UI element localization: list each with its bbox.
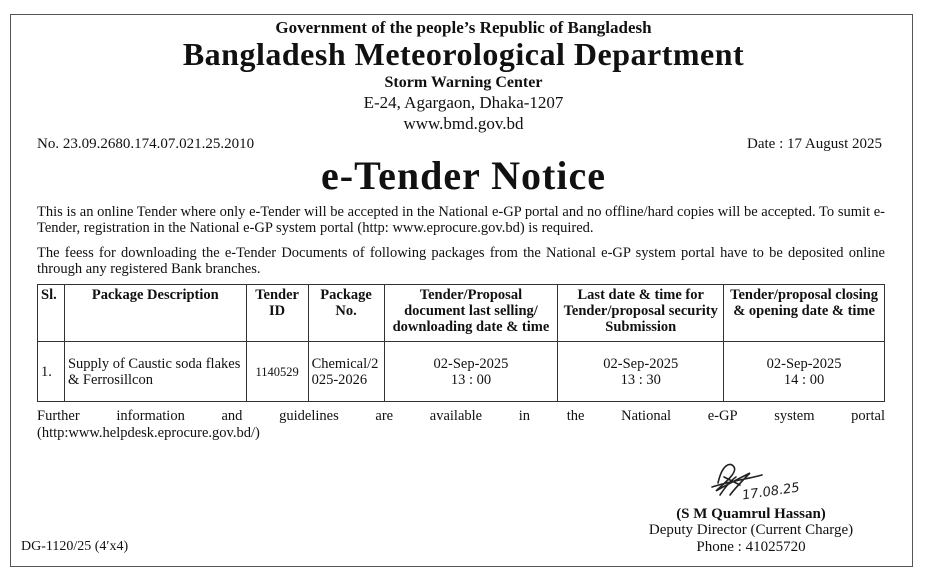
- cell-closing: [724, 342, 885, 402]
- paragraph-intro: This is an online Tender where only e-Tender will be accepted in the National e-GP portal and no offline/hard copies will be accepted. To sumit e-Tender, registration in the National e-GP system portal (http: www.eprocure.gov.bd) is required.: [37, 204, 885, 236]
- further-info-word: system: [774, 408, 815, 424]
- cell-sl: 1.: [38, 342, 65, 402]
- further-info-word: portal: [851, 408, 885, 424]
- closing-date: 02-Sep-2025: [766, 355, 842, 372]
- cell-submission: [558, 342, 724, 402]
- cell-tender-id: 1140529: [246, 342, 308, 402]
- dg-number: DG-1120/25 (4′x4): [21, 539, 129, 554]
- further-info: [37, 408, 885, 442]
- header-closing: Tender/proposal closing & opening date & time: [724, 285, 885, 342]
- further-info-word: available: [429, 408, 483, 424]
- signature: [700, 455, 805, 505]
- notice-title: e-Tender Notice: [321, 153, 606, 198]
- table-row: [38, 342, 885, 402]
- department-name: Bangladesh Meteorological Department: [182, 36, 745, 72]
- signer-name: (S M Quamrul Hassan): [676, 506, 826, 522]
- government-line: Government of the people’s Republic of Bangladesh: [275, 18, 652, 37]
- selling-date: 02-Sep-2025: [433, 355, 509, 372]
- website: www.bmd.gov.bd: [403, 114, 524, 133]
- signature-date: 17.08.25: [741, 480, 801, 504]
- header-description: Package Description: [64, 285, 246, 342]
- submission-date: 02-Sep-2025: [603, 355, 679, 372]
- further-info-word: e-GP: [707, 408, 738, 424]
- submission-time: 13 : 30: [620, 371, 661, 388]
- address: E-24, Agargaon, Dhaka-1207: [363, 93, 564, 112]
- header-package-no: Package No.: [308, 285, 384, 342]
- header-submission: Last date & time for Tender/proposal security Submission: [558, 285, 724, 342]
- further-info-word: information: [116, 408, 185, 424]
- signer-phone: Phone : 41025720: [696, 539, 806, 555]
- cell-description: Supply of Caustic soda flakes & Ferrosillcon: [64, 342, 246, 402]
- further-info-line: [37, 408, 885, 425]
- further-info-word: National: [621, 408, 672, 424]
- cell-package-no: Chemical/2 025-2026: [308, 342, 384, 402]
- helpdesk-link: (http:www.helpdesk.eprocure.gov.bd/): [37, 425, 260, 441]
- notice-date: Date : 17 August 2025: [747, 136, 882, 152]
- selling-time: 13 : 00: [450, 371, 492, 388]
- signer-designation: Deputy Director (Current Charge): [648, 522, 854, 538]
- center-name: Storm Warning Center: [384, 74, 543, 91]
- table-header-row: [38, 285, 885, 342]
- further-info-word: are: [375, 408, 394, 424]
- cell-selling: [384, 342, 558, 402]
- further-info-word: Further: [37, 408, 80, 424]
- header-sl: Sl.: [38, 285, 65, 342]
- closing-time: 14 : 00: [783, 371, 825, 388]
- paragraph-fees: The feess for downloading the e-Tender Documents of following packages from the National e-GP system portal have to be deposited online through any registered Bank branches.: [37, 245, 885, 277]
- further-info-word: and: [221, 408, 243, 424]
- header-selling-date: Tender/Proposal document last selling/ downloading date & time: [384, 285, 558, 342]
- memo-number: No. 23.09.2680.174.07.021.25.2010: [37, 136, 255, 152]
- further-info-word: the: [566, 408, 585, 424]
- further-info-word: in: [518, 408, 531, 424]
- header-tender-id: Tender ID: [246, 285, 308, 342]
- further-info-word: guidelines: [279, 408, 339, 424]
- tender-table: [37, 284, 885, 402]
